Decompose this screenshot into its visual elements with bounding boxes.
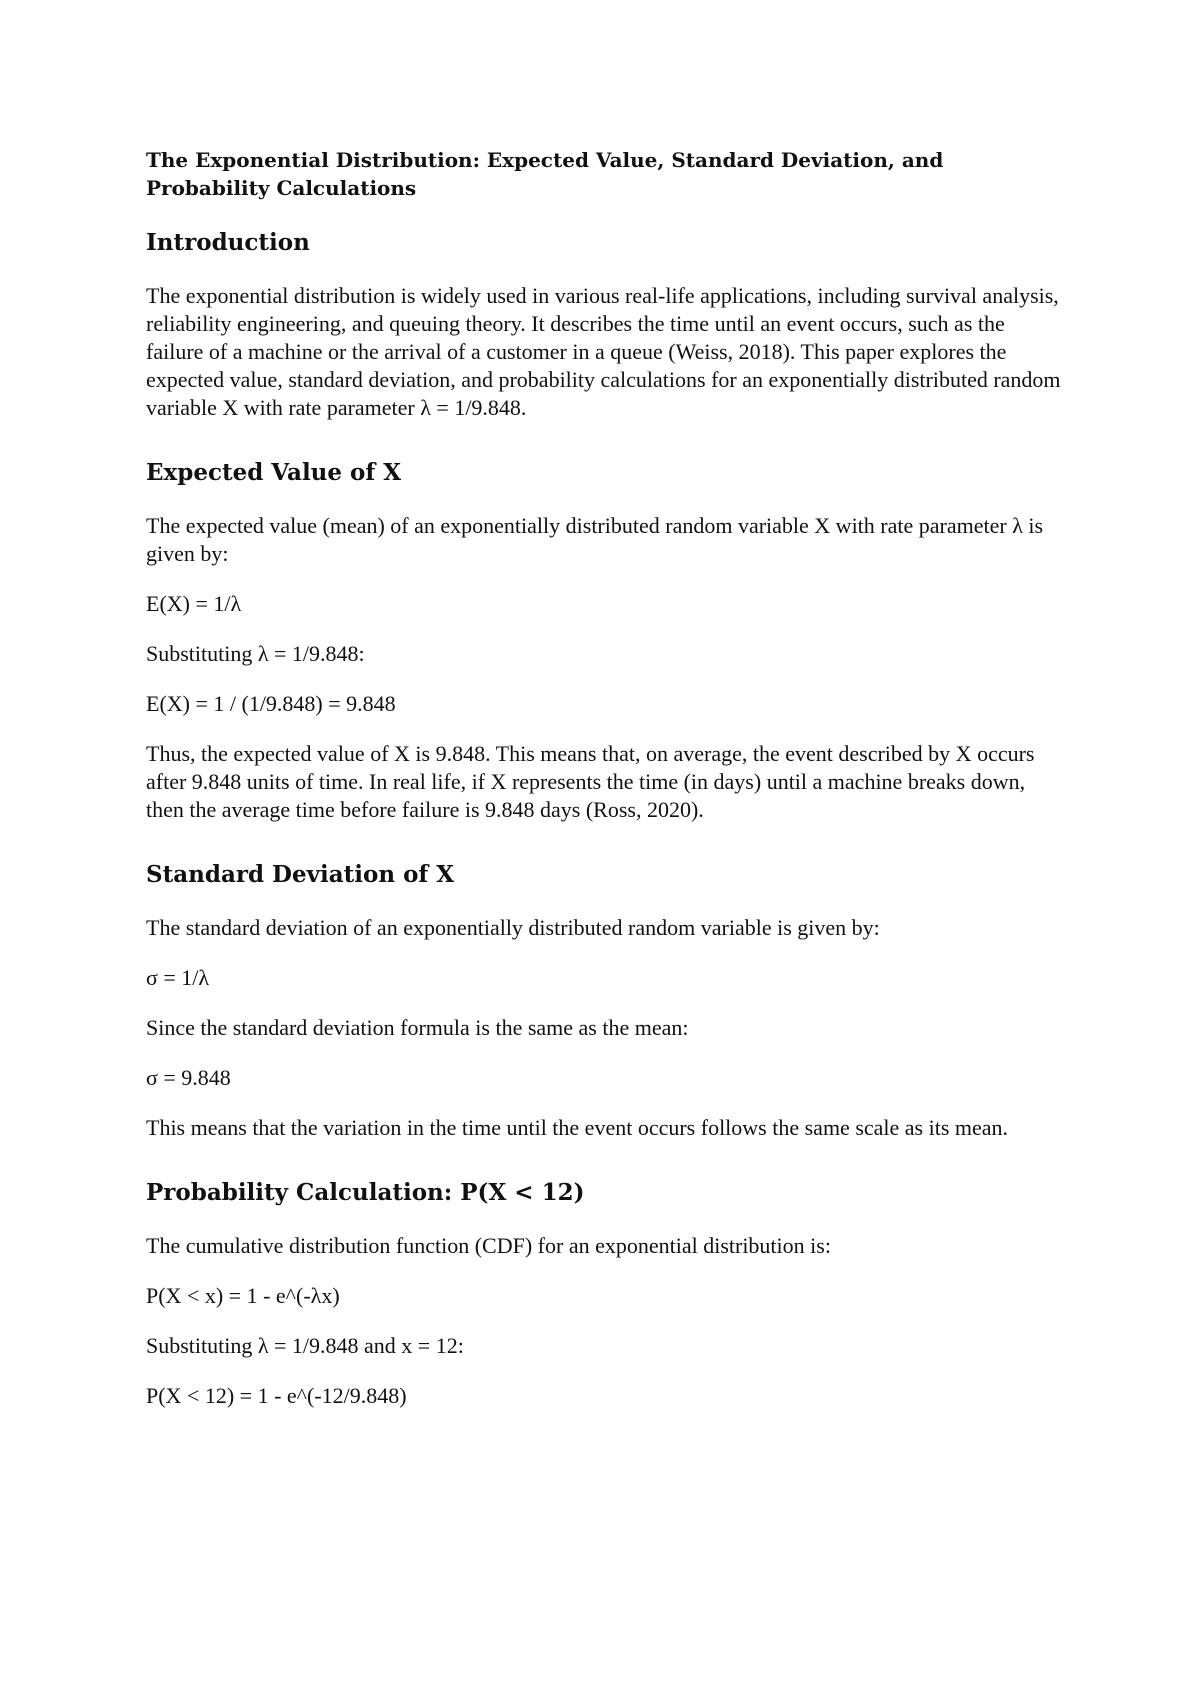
section-introduction bbox=[146, 228, 1066, 422]
section-heading: Standard Deviation of X bbox=[146, 861, 455, 888]
formula: P(X < 12) = 1 - e^(-12/9.848) bbox=[146, 1383, 407, 1408]
paragraph: Substituting λ = 1/9.848 and x = 12: bbox=[146, 1333, 464, 1358]
formula: P(X < x) = 1 - e^(-λx) bbox=[146, 1283, 340, 1308]
paragraph: The standard deviation of an exponentially distributed random variable is given by: bbox=[146, 915, 880, 940]
formula: E(X) = 1 / (1/9.848) = 9.848 bbox=[146, 691, 396, 716]
section-heading: Probability Calculation: P(X < 12) bbox=[146, 1179, 585, 1206]
section-probability-calculation bbox=[146, 1178, 1066, 1410]
paragraph: The cumulative distribution function (CDF) for an exponential distribution is: bbox=[146, 1233, 831, 1258]
section-expected-value bbox=[146, 458, 1066, 824]
formula: E(X) = 1/λ bbox=[146, 591, 242, 616]
document-body bbox=[146, 146, 1066, 1432]
paragraph: The exponential distribution is widely used in various real-life applications, including survival analysis, reliability engineering, and queuing theory. It describes the time until an event occurs, such as the failure of a machine or the arrival of a customer in a queue (Weiss, 2018). This paper explores the expected value, standard deviation, and probability calculations for an exponentially distributed random variable X with rate parameter λ = 1/9.848. bbox=[146, 283, 1061, 420]
paragraph: The expected value (mean) of an exponentially distributed random variable X with rate parameter λ is given by: bbox=[146, 513, 1044, 566]
formula: σ = 1/λ bbox=[146, 965, 210, 990]
formula: σ = 9.848 bbox=[146, 1065, 231, 1090]
paragraph: Since the standard deviation formula is the same as the mean: bbox=[146, 1015, 689, 1040]
section-heading: Expected Value of X bbox=[146, 459, 402, 486]
section-standard-deviation bbox=[146, 860, 1066, 1142]
document-title: The Exponential Distribution: Expected Value, Standard Deviation, and Probability Calculations bbox=[146, 148, 944, 200]
paragraph: Thus, the expected value of X is 9.848. This means that, on average, the event described by X occurs after 9.848 units of time. In real life, if X represents the time (in days) until a machine breaks down, then the average time before failure is 9.848 days (Ross, 2020). bbox=[146, 741, 1035, 822]
section-heading: Introduction bbox=[146, 229, 310, 256]
paragraph: This means that the variation in the time until the event occurs follows the same scale as its mean. bbox=[146, 1115, 1009, 1140]
paragraph: Substituting λ = 1/9.848: bbox=[146, 641, 365, 666]
